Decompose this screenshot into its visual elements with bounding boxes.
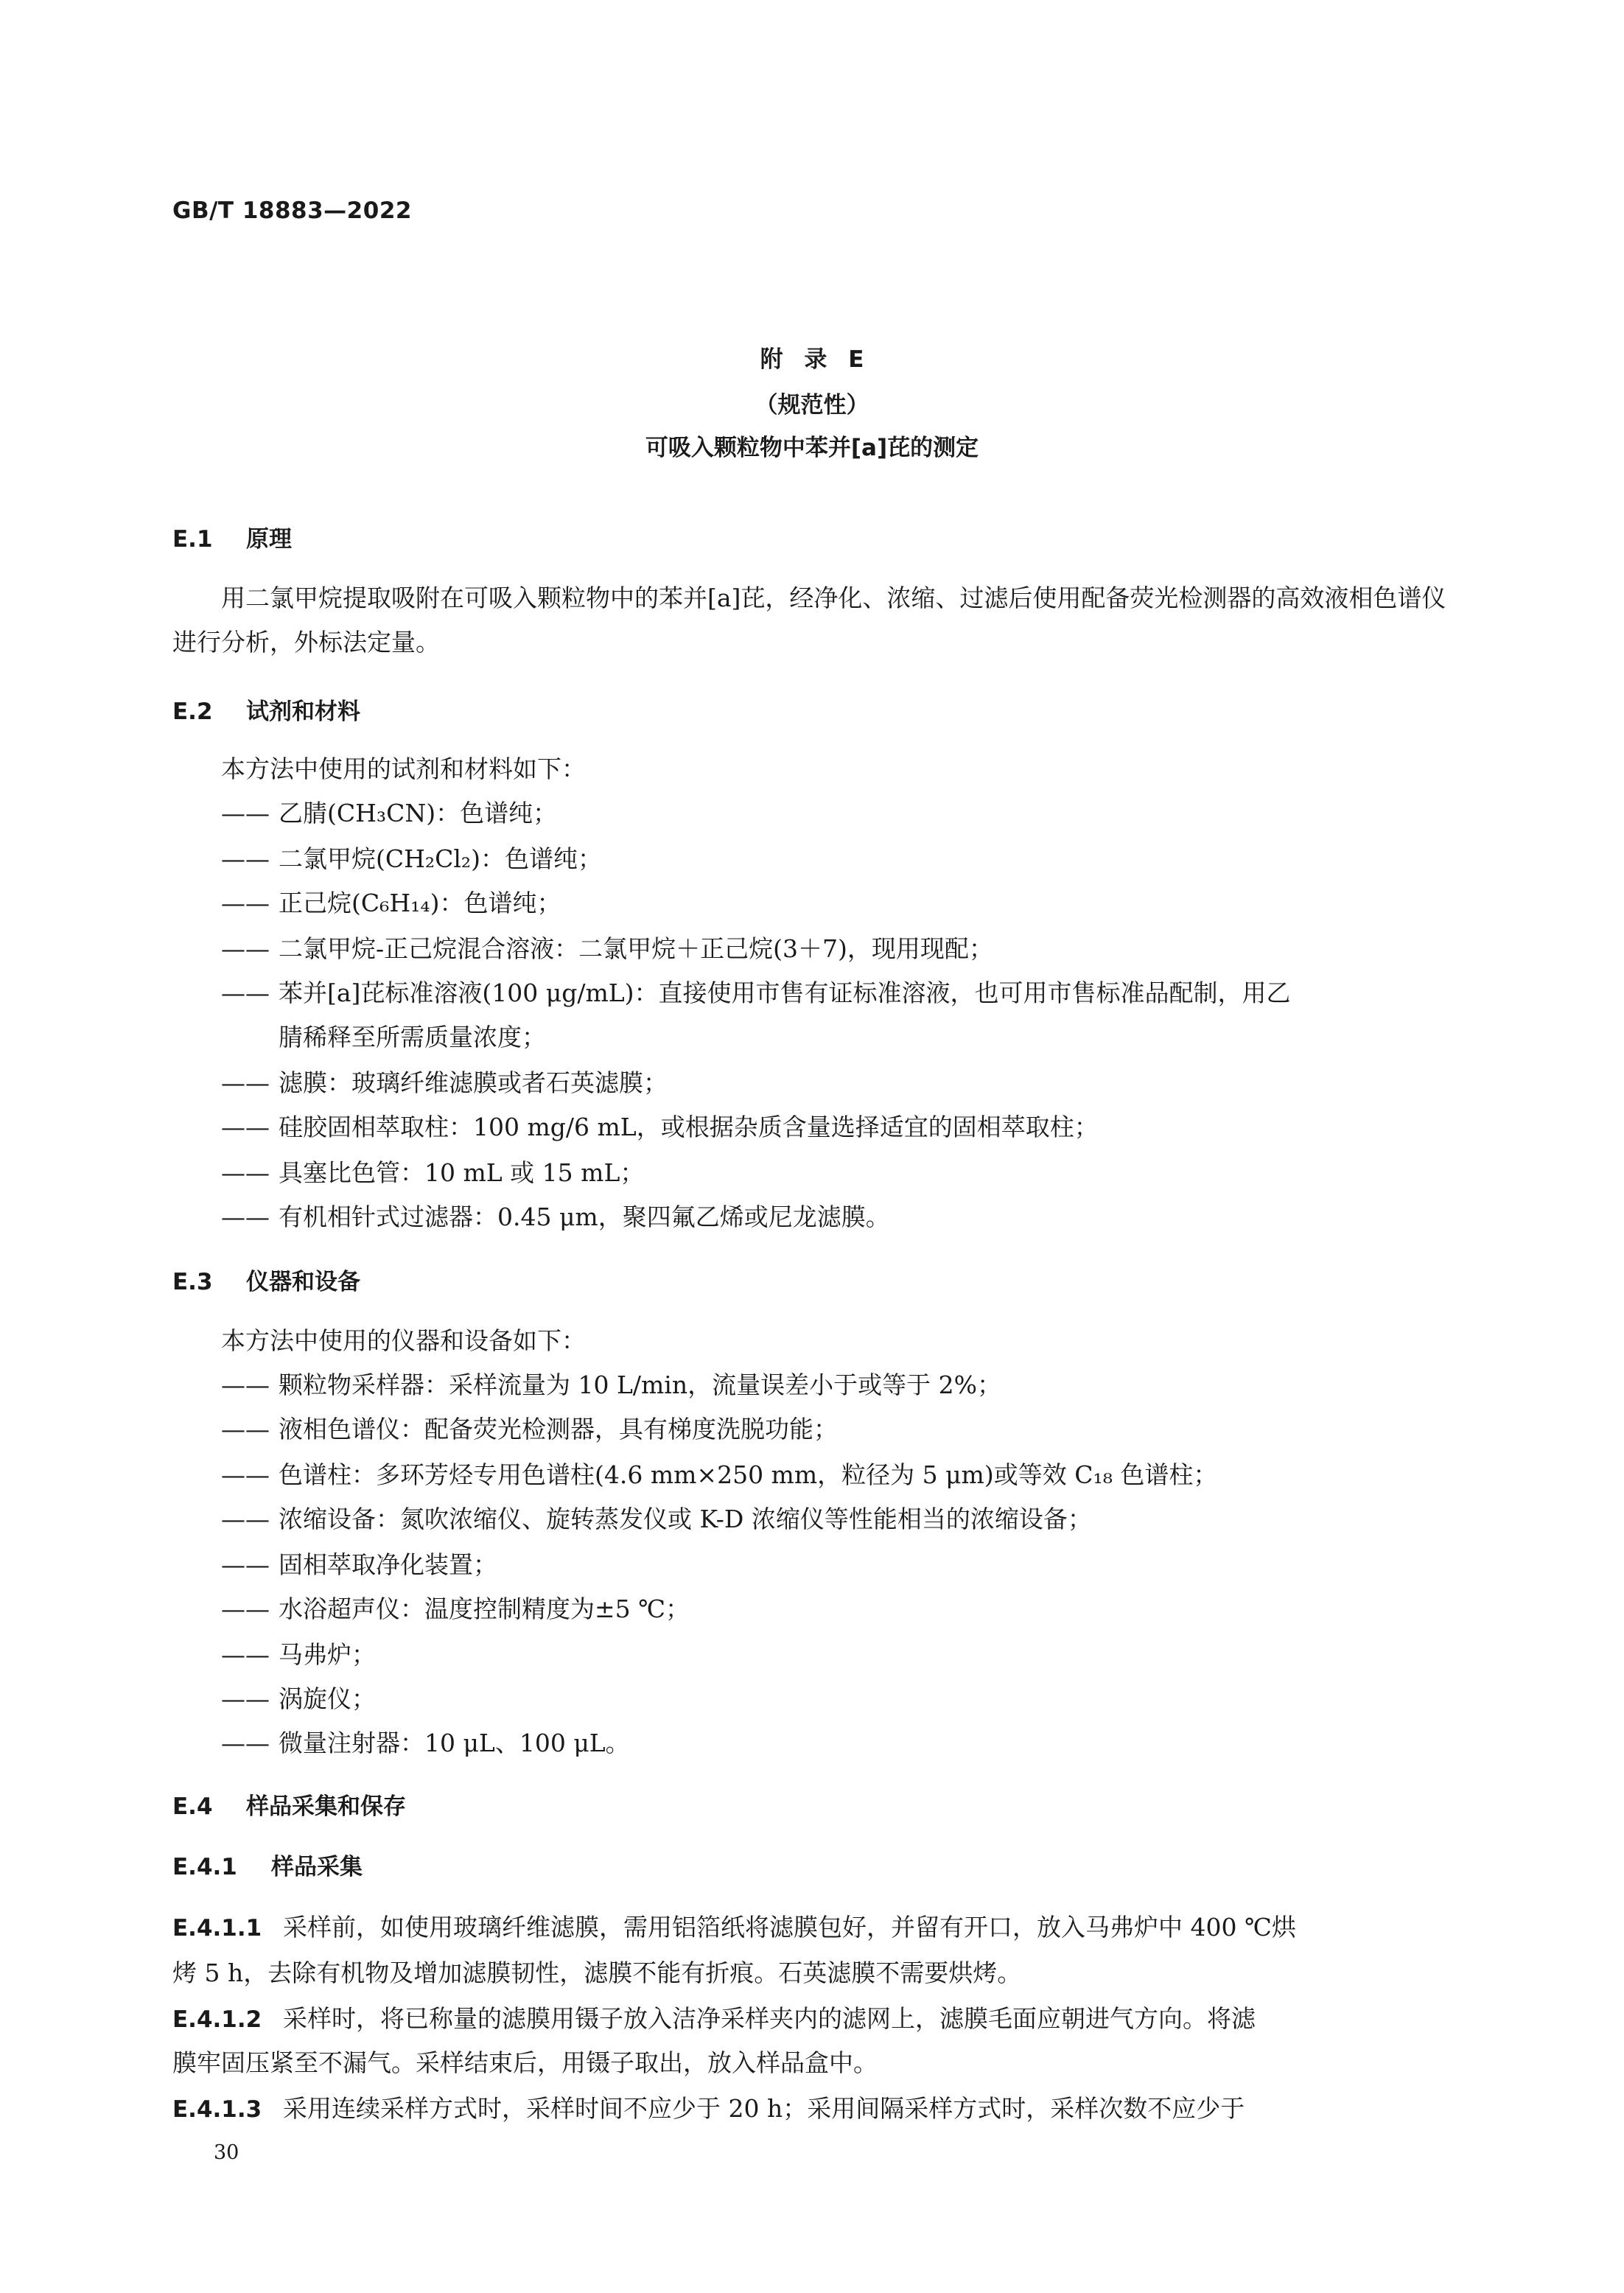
list-dash: —— bbox=[221, 1505, 270, 1533]
list-item-continuation: 腈稀释至所需质量浓度； bbox=[279, 1023, 546, 1051]
appendix-title: 可吸入颗粒物中苯并[a]芘的测定 bbox=[645, 435, 979, 461]
section-title: 原理 bbox=[246, 526, 292, 553]
list-dash: —— bbox=[221, 934, 270, 963]
page-number: 30 bbox=[214, 2141, 239, 2164]
clause-e411 bbox=[172, 1913, 1296, 1943]
list-dash: —— bbox=[221, 1068, 270, 1097]
list-item: —— 色谱柱：多环芳烃专用色谱柱(4.6 mm×250 mm，粒径为 5 μm)或等效 C₁₈ 色谱柱； bbox=[221, 1460, 1218, 1489]
list-item: —— 有机相针式过滤器：0.45 μm，聚四氟乙烯或尼龙滤膜。 bbox=[221, 1202, 890, 1231]
list-item: —— 马弗炉； bbox=[221, 1640, 376, 1669]
clause-e413 bbox=[172, 2094, 1245, 2124]
clause-number: E.4.1.2 bbox=[172, 2006, 262, 2033]
list-item: —— 二氯甲烷(CH₂Cl₂)：色谱纯； bbox=[221, 844, 603, 873]
list-item: —— 苯并[a]芘标准溶液(100 μg/mL)：直接使用市售有证标准溶液，也可用市售标准品配制，用乙 bbox=[221, 979, 1291, 1007]
list-dash: —— bbox=[221, 1158, 270, 1187]
list-dash: —— bbox=[221, 799, 270, 827]
list-dash: —— bbox=[221, 1550, 270, 1579]
list-item: —— 乙腈(CH₃CN)：色谱纯； bbox=[221, 799, 558, 827]
section-number: E.4 bbox=[172, 1793, 213, 1820]
list-item: —— 硅胶固相萃取柱：100 mg/6 mL，或根据杂质含量选择适宜的固相萃取柱； bbox=[221, 1113, 1099, 1141]
appendix-type: （规范性） bbox=[755, 392, 869, 419]
list-dash: —— bbox=[221, 1415, 270, 1443]
section-title: 仪器和设备 bbox=[246, 1269, 360, 1295]
section-heading-e2 bbox=[172, 693, 360, 726]
clause-e411-continuation: 烤 5 h，去除有机物及增加滤膜韧性，滤膜不能有折痕。石英滤膜不需要烘烤。 bbox=[172, 1958, 1022, 1987]
list-dash: —— bbox=[221, 1729, 270, 1757]
list-dash: —— bbox=[221, 1202, 270, 1231]
list-item: —— 水浴超声仪：温度控制精度为±5 ℃； bbox=[221, 1594, 690, 1623]
list-item: —— 浓缩设备：氮吹浓缩仪、旋转蒸发仪或 K-D 浓缩仪等性能相当的浓缩设备； bbox=[221, 1505, 1092, 1533]
list-item: —— 液相色谱仪：配备荧光检测器，具有梯度洗脱功能； bbox=[221, 1415, 838, 1443]
clause-text: 采样时，将已称量的滤膜用镊子放入洁净采样夹内的滤网上，滤膜毛面应朝进气方向。将滤 bbox=[283, 2004, 1256, 2033]
section-heading-e3 bbox=[172, 1263, 360, 1296]
list-dash: —— bbox=[221, 1370, 270, 1399]
list-item: —— 微量注射器：10 μL、100 μL。 bbox=[221, 1729, 630, 1757]
list-item: —— 滤膜：玻璃纤维滤膜或者石英滤膜； bbox=[221, 1068, 668, 1097]
section-heading-e1 bbox=[172, 520, 292, 553]
list-dash: —— bbox=[221, 979, 270, 1007]
list-dash: —— bbox=[221, 1684, 270, 1713]
clause-text: 采用连续采样方式时，采样时间不应少于 20 h；采用间隔采样方式时，采样次数不应少于 bbox=[283, 2094, 1245, 2123]
paragraph-e1: 用二氯甲烷提取吸附在可吸入颗粒物中的苯并[a]芘，经净化、浓缩、过滤后使用配备荧光检测器的高效液相色谱仪进行分析，外标法定量。 bbox=[172, 584, 1446, 657]
list-item: —— 具塞比色管：10 mL 或 15 mL； bbox=[221, 1158, 645, 1187]
section-heading-e41 bbox=[172, 1848, 363, 1881]
document-code: GB/T 18883—2022 bbox=[172, 197, 412, 224]
list-dash: —— bbox=[221, 1594, 270, 1623]
section-number: E.3 bbox=[172, 1269, 213, 1295]
list-intro-e3: 本方法中使用的仪器和设备如下： bbox=[221, 1326, 586, 1355]
list-dash: —— bbox=[221, 844, 270, 873]
section-number: E.1 bbox=[172, 526, 213, 553]
section-number: E.2 bbox=[172, 699, 213, 725]
clause-number: E.4.1.3 bbox=[172, 2096, 262, 2123]
list-item: —— 固相萃取净化装置； bbox=[221, 1550, 497, 1579]
list-dash: —— bbox=[221, 1640, 270, 1669]
section-heading-e4 bbox=[172, 1788, 406, 1821]
list-dash: —— bbox=[221, 1113, 270, 1141]
list-item: —— 正己烷(C₆H₁₄)：色谱纯； bbox=[221, 889, 561, 917]
clause-e412 bbox=[172, 2004, 1256, 2034]
list-item: —— 涡旋仪； bbox=[221, 1684, 376, 1713]
appendix-label: 附 录 E bbox=[760, 346, 864, 373]
list-dash: —— bbox=[221, 1460, 270, 1489]
list-item: —— 颗粒物采样器：采样流量为 10 L/min，流量误差小于或等于 2%； bbox=[221, 1370, 1001, 1399]
section-number: E.4.1 bbox=[172, 1854, 237, 1880]
section-title: 试剂和材料 bbox=[246, 699, 360, 725]
clause-number: E.4.1.1 bbox=[172, 1915, 262, 1942]
section-title: 样品采集和保存 bbox=[246, 1793, 406, 1820]
clause-e412-continuation: 膜牢固压紧至不漏气。采样结束后，用镊子取出，放入样品盒中。 bbox=[172, 2048, 878, 2077]
list-dash: —— bbox=[221, 889, 270, 917]
clause-text: 采样前，如使用玻璃纤维滤膜，需用铝箔纸将滤膜包好，并留有开口，放入马弗炉中 400 ℃烘 bbox=[283, 1913, 1296, 1942]
list-item: —— 二氯甲烷-正己烷混合溶液：二氯甲烷＋正己烷(3＋7)，现用现配； bbox=[221, 934, 993, 963]
section-title: 样品采集 bbox=[271, 1854, 363, 1880]
list-intro-e2: 本方法中使用的试剂和材料如下： bbox=[221, 755, 586, 783]
